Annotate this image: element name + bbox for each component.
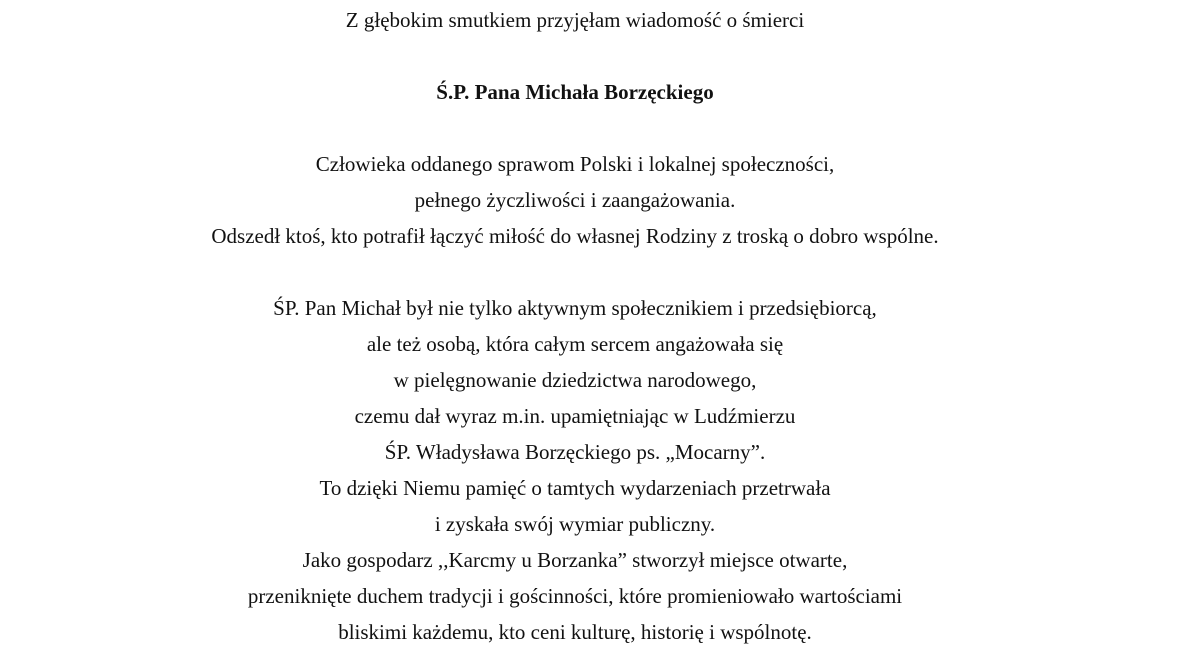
paragraph2-line-5: ŚP. Władysława Borzęckiego ps. „Mocarny”. bbox=[384, 440, 766, 464]
intro-line: Z głębokim smutkiem przyjęłam wiadomość o śmierci bbox=[345, 8, 805, 32]
paragraph2-line-10: bliskimi każdemu, kto ceni kulturę, historię i wspólnotę. bbox=[338, 620, 812, 644]
paragraph1-line-3: Odszedł ktoś, kto potrafił łączyć miłość do własnej Rodziny z troską o dobro wspólne. bbox=[211, 224, 939, 248]
paragraph1-line-2: pełnego życzliwości i zaangażowania. bbox=[414, 188, 736, 212]
paragraph2-line-7: i zyskała swój wymiar publiczny. bbox=[434, 512, 716, 536]
paragraph2-line-4: czemu dał wyraz m.in. upamiętniając w Ludźmierzu bbox=[354, 404, 796, 428]
paragraph2-line-6: To dzięki Niemu pamięć o tamtych wydarzeniach przetrwała bbox=[319, 476, 831, 500]
paragraph2-line-3: w pielęgnowanie dziedzictwa narodowego, bbox=[393, 368, 757, 392]
paragraph2-line-2: ale też osobą, która całym sercem angażowała się bbox=[366, 332, 784, 356]
paragraph2-line-8: Jako gospodarz ,,Karcmy u Borzanka” stworzył miejsce otwarte, bbox=[302, 548, 848, 572]
paragraph2-line-9: przeniknięte duchem tradycji i gościnności, które promieniowało wartościami bbox=[247, 584, 903, 608]
paragraph2-line-1: ŚP. Pan Michał był nie tylko aktywnym społecznikiem i przedsiębiorcą, bbox=[273, 296, 877, 320]
deceased-name: Ś.P. Pana Michała Borzęckiego bbox=[436, 80, 714, 104]
paragraph1-line-1: Człowieka oddanego sprawom Polski i lokalnej społeczności, bbox=[315, 152, 835, 176]
